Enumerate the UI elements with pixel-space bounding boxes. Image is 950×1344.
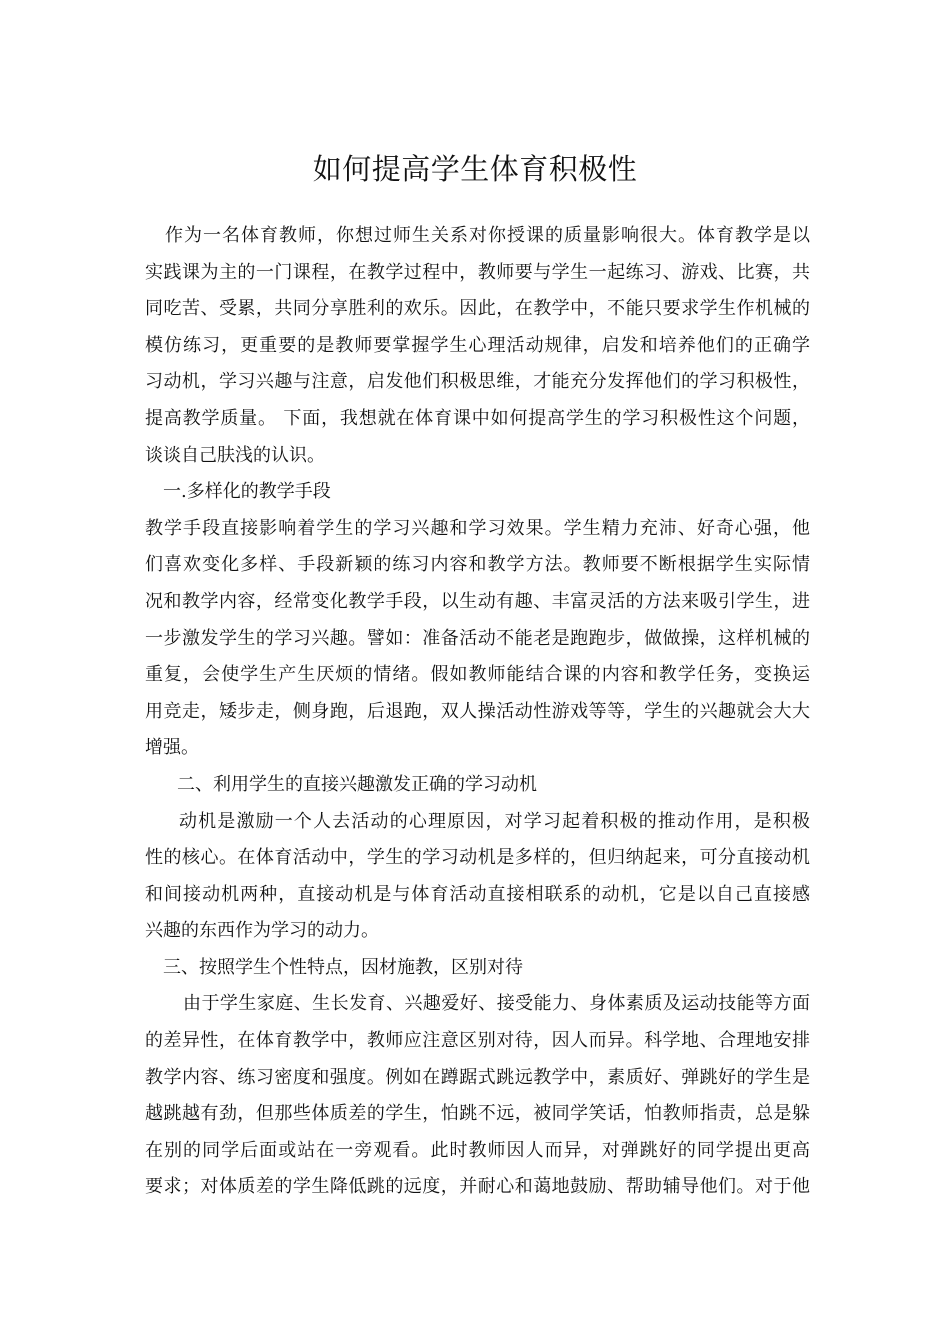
- text-line: 越跳越有劲，但那些体质差的学生，怕跳不远，被同学笑话，怕教师指责，总是躲: [145, 1103, 810, 1125]
- text-line: 模仿练习，更重要的是教师要掌握学生心理活动规律，启发和培养他们的正确学: [145, 334, 810, 356]
- text-line: 习动机，学习兴趣与注意，启发他们积极思维，才能充分发挥他们的学习积极性，: [145, 371, 810, 393]
- text-line: 教学手段直接影响着学生的学习兴趣和学习效果。学生精力充沛、好奇心强，他: [145, 517, 810, 539]
- text-line: 用竞走，矮步走，侧身跑，后退跑，双人操活动性游戏等等，学生的兴趣就会大大: [145, 700, 810, 722]
- text-line: 和间接动机两种，直接动机是与体育活动直接相联系的动机，它是以自己直接感: [145, 883, 810, 905]
- text-line: 谈谈自己肤浅的认识。: [145, 444, 325, 466]
- text-line: 要求；对体质差的学生降低跳的远度，并耐心和蔼地鼓励、帮助辅导他们。对于他: [145, 1176, 810, 1198]
- text-line: 一步激发学生的学习兴趣。譬如：准备活动不能老是跑跑步，做做操，这样机械的: [145, 627, 810, 649]
- text-line: 重复，会使学生产生厌烦的情绪。假如教师能结合课的内容和教学任务，变换运: [145, 664, 810, 686]
- text-line: 况和教学内容，经常变化教学手段，以生动有趣、丰富灵活的方法来吸引学生，进: [145, 590, 810, 612]
- text-line: 性的核心。在体育活动中，学生的学习动机是多样的，但归纳起来，可分直接动机: [145, 847, 810, 869]
- document-title: 如何提高学生体育积极性: [312, 152, 638, 187]
- text-line: 们喜欢变化多样、手段新颖的练习内容和教学方法。教师要不断根据学生实际情: [145, 554, 810, 576]
- text-line: 同吃苦、受累，共同分享胜利的欢乐。因此，在教学中，不能只要求学生作机械的: [145, 298, 810, 320]
- text-line: 动机是激励一个人去活动的心理原因，对学习起着积极的推动作用，是积极: [179, 810, 810, 832]
- text-line: 作为一名体育教师，你想过师生关系对你授课的质量影响很大。体育教学是以: [165, 225, 810, 246]
- section-heading: 一.多样化的教学手段: [163, 481, 331, 503]
- text-line: 在别的同学后面或站在一旁观看。此时教师因人而异，对弹跳好的同学提出更高: [145, 1139, 810, 1161]
- section-heading: 二、利用学生的直接兴趣激发正确的学习动机: [177, 773, 537, 795]
- text-line: 的差异性，在体育教学中，教师应注意区别对待，因人而异。科学地、合理地安排: [145, 1030, 810, 1052]
- text-line: 由于学生家庭、生长发育、兴趣爱好、接受能力、身体素质及运动技能等方面: [183, 993, 810, 1015]
- text-line: 提高教学质量。 下面，我想就在体育课中如何提高学生的学习积极性这个问题，: [145, 407, 810, 429]
- text-line: 教学内容、练习密度和强度。例如在蹲踞式跳远教学中，素质好、弹跳好的学生是: [145, 1066, 810, 1088]
- text-line: 增强。: [145, 737, 199, 759]
- section-heading: 三、按照学生个性特点，因材施教，区别对待: [163, 956, 523, 978]
- text-line: 实践课为主的一门课程，在教学过程中，教师要与学生一起练习、游戏、比赛，共: [145, 261, 810, 283]
- document-body: [145, 218, 810, 1206]
- text-line: 兴趣的东西作为学习的动力。: [145, 920, 379, 942]
